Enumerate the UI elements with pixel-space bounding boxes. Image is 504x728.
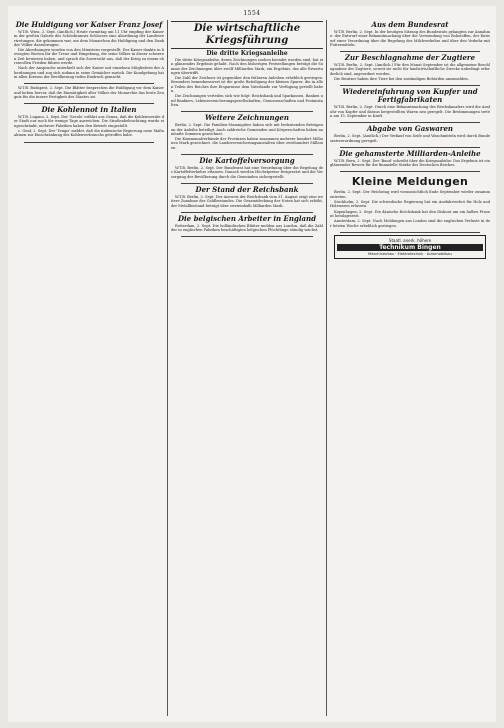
article-divider bbox=[181, 111, 313, 112]
article-headline: Die wirtschaftliche Kriegsführung bbox=[171, 21, 323, 49]
column-right bbox=[330, 20, 490, 716]
article-headline: Wiedereinfuhrung von Kupfer und Fertigfabrikaten bbox=[342, 87, 478, 105]
article-paragraph: Die Besitzer haben ihre Tiere bei den zuständigen Behörden anzumelden. bbox=[334, 77, 469, 82]
article-paragraph: Berlin, 2. Sept. Der Reichstag wird voraussichtlich Ende September wieder zusammentreten. bbox=[330, 190, 490, 199]
article bbox=[171, 186, 323, 208]
article bbox=[171, 215, 323, 233]
article bbox=[330, 88, 490, 118]
article-headline: Die Huldigung vor Kaiser Franz Josef bbox=[15, 20, 163, 29]
article-paragraph: Die Zahl der Zeichner ist gegenüber den früheren Anleihen erheblich gestiegen. Besonders bemerkenswert ist die große Beteiligung der kleinen Sparer, die in allen Teilen des Reiches ihre Ersparnisse dem Vaterlande zur Verfügung gestellt haben. bbox=[171, 76, 323, 94]
article-headline: Weitere Zeichnungen bbox=[205, 113, 289, 123]
article bbox=[14, 106, 164, 137]
article-paragraph: Nach der Ansprache unterhielt sich der Kaiser mit einzelnen Mitgliedern der Abordnungen und zog sich sodann in seine Gemächer zurück. Die Kundgebung hat in allen Kreisen der Bevölkerung tiefen Eindruck gemacht. bbox=[14, 66, 164, 79]
article-paragraph: W.T.B. Bern, 2. Sept. Der 'Bund' schreibt über die Kriegsanleihe: Das Ergebnis ist ein glänzender Beweis für die finanzielle Stärke des Deutschen Reiches. bbox=[330, 158, 490, 168]
article-paragraph: W.T.B. Berlin, 2. Sept. (Amtlich.) Für den Monat September ist die allgemeine Beschlagnahme der Zugtiere, soweit sie nicht für landwirtschaftliche Zwecke unbedingt erforderlich sind, angeordnet worden. bbox=[330, 63, 490, 76]
newspaper-page bbox=[8, 6, 496, 722]
column-middle bbox=[171, 20, 323, 716]
ad-line1: Staatl. anerk. höhere bbox=[388, 237, 432, 243]
article-paragraph: Amsterdam, 2. Sept. Nach Meldungen aus London sind die englischen Verluste in der letzten Woche erheblich gestiegen. bbox=[330, 219, 490, 228]
article-paragraph: W.T.B. Wien, 2. Sept. (Amtlich.) Heute vormittag um 11 Uhr empfing der Kaiser in der großen Galerie des Schönbrunner Schlosses eine Abordnung der Landesvertretungen, die gekommen war, um dem Monarchen die Huldigung und den Dank der Völker darzubringen. bbox=[14, 30, 164, 47]
article-headline: Aus dem Bundesrat bbox=[371, 20, 449, 29]
article bbox=[330, 125, 490, 143]
ad-line3: Maschinenbau · Elektrotechnik · Automobilbau bbox=[368, 251, 452, 256]
column-left bbox=[14, 20, 164, 716]
article-divider bbox=[24, 83, 154, 84]
article-divider bbox=[340, 122, 480, 123]
article bbox=[330, 54, 490, 81]
article bbox=[14, 21, 164, 79]
article-paragraph: Die Zeichnungen verteilen sich wie folgt: Reichsbank und Sparkassen, Banken und Bankiers, Lebensversicherungsgesellschaften, Genossenschaften und Postanstalten. bbox=[171, 94, 323, 107]
article-paragraph: c. Genf, 2. Sept. Der 'Temps' meldet, daß die italienische Regierung neue Maßnahmen zur Einschränkung des Kohlenverbrauchs getroffen habe. bbox=[14, 129, 164, 138]
article-paragraph: W.T.B. Berlin, 2. Sept. In der heutigen Sitzung des Bundesrats gelangten zur Annahme: der Entwurf einer Bekanntmachung über die Verwendung von Rohstoffen, der Entwurf einer Verordnung über die Regelung des Milchverkehrs und über den Verkehr mit Futtermitteln. bbox=[330, 30, 490, 47]
article bbox=[171, 157, 323, 179]
article-headline: Zur Beschlagnahme der Zugtiere bbox=[344, 53, 476, 63]
article-paragraph: Stockholm, 2. Sept. Die schwedische Regierung hat ein Ausfuhrverbot für Holz und Holzwaren erlassen. bbox=[330, 200, 490, 209]
article-paragraph: W.T.B. Lugano, 2. Sept. Der 'Secolo' erfährt aus Genua, daß die Kohlenvorräte der Stadt nur noch für wenige Tage ausreichen. Die Straßenbeleuchtung wurde eingeschränkt, mehrere Fabriken haben den Betrieb eingestellt. bbox=[14, 115, 164, 128]
article-paragraph: W.T.B. Berlin, 2. Sept. Durch eine Bekanntmachung des Reichskanzlers wird die Ausfuhr von Kupfer und daraus hergestellten Waren neu geregelt. Die Bestimmungen treten am 15. September in Kraft. bbox=[330, 105, 490, 118]
article-divider bbox=[340, 171, 480, 172]
article bbox=[330, 175, 490, 227]
article-divider bbox=[24, 142, 154, 143]
article-divider bbox=[340, 147, 480, 148]
article-paragraph: Rotterdam, 2. Sept. Die holländischen Blätter melden aus London, daß die Zahl der in englischen Fabriken beschäftigten belgischen Flüchtlinge ständig wächst. bbox=[171, 223, 323, 233]
column-rule bbox=[326, 20, 327, 716]
article-headline: Die gehamsterte Milliarden-Anleihe bbox=[339, 148, 481, 158]
article-headline: Die Kohlennot in Italien bbox=[41, 105, 137, 115]
article-headline: Abgabe von Gaswaren bbox=[366, 124, 454, 134]
article-paragraph: Die dritte Kriegsanleihe, deren Zeichnungen soeben beendet worden sind, hat ein glänzendes Ergebnis gehabt. Nach den bisherigen Feststellungen beträgt die Summe der Zeichnungen über zwölf Milliarden Mark, ein Ergebnis, das alle Erwartungen übertrifft. bbox=[171, 58, 323, 75]
article-paragraph: Berlin, 2. Sept. Die Familien-Stammgüter haben sich mit bedeutenden Beträgen an der Anleihe beteiligt. Auch zahlreiche Gemeinden und Körperschaften haben namhafte Summen gezeichnet. bbox=[171, 123, 323, 136]
article-paragraph: Berlin, 2. Sept. (Amtlich.) Der Verkauf von Seife und Waschmitteln wird durch Bundesratsverordnung geregelt. bbox=[330, 134, 490, 143]
section-title: Kleine Meldungen bbox=[351, 175, 469, 189]
article-paragraph: Die Abordnungen wurden von den Ministern vorgestellt. Der Kaiser dankte in bewegten Worten für die Treue und Hingebung, die seine Völker in dieser schweren Zeit bewiesen haben, und sprach die Zuversicht aus, daß der Krieg zu einem ehrenvollen Frieden führen werde. bbox=[14, 48, 164, 66]
article-paragraph: Die Kommunalverbände der Provinzen haben zusammen mehrere hundert Millionen Mark gezeichnet, die Landesversicherungsanstalten über zweihundert Millionen. bbox=[171, 137, 323, 150]
article-headline: Der Stand der Reichsbank bbox=[195, 184, 299, 194]
article-divider bbox=[181, 212, 313, 213]
article-divider bbox=[181, 154, 313, 155]
article-paragraph: Kopenhagen, 2. Sept. Die dänische Reichsbank hat den Diskont um ein halbes Prozent herabgesetzt. bbox=[330, 209, 490, 218]
article bbox=[14, 86, 164, 99]
article-headline: Die belgischen Arbeiter in England bbox=[177, 213, 317, 223]
article-divider bbox=[340, 232, 480, 233]
article bbox=[171, 114, 323, 150]
article-divider bbox=[181, 236, 313, 237]
page-number: 1554 bbox=[243, 10, 261, 17]
article-divider bbox=[340, 85, 480, 86]
article-divider bbox=[24, 103, 154, 104]
article-divider bbox=[181, 183, 313, 184]
advertisement bbox=[334, 235, 486, 259]
column-rule bbox=[167, 20, 168, 716]
article-paragraph: W.T.B. Berlin, 2. Sept. Der Ausweis der Reichsbank vom 31. August zeigt eine weitere Zunahme des Goldbestandes. Die Gesamtdeckung der Noten hat sich erhöht, der Metallbestand beträgt über zweieinhalb Milliarden Mark. bbox=[171, 194, 323, 208]
ad-line2: Technikum Bingen bbox=[337, 244, 483, 251]
article bbox=[330, 150, 490, 168]
article-paragraph: W.T.B. Budapest, 2. Sept. Die Blätter besprechen die Huldigung vor dem Kaiser und heben hervor, daß die Einmütigkeit aller Völker der Monarchie das beste Zeugnis für die innere Festigkeit des Staates sei. bbox=[14, 86, 164, 99]
article-paragraph: W.T.B. Berlin, 2. Sept. Der Bundesrat hat eine Verordnung über die Regelung des Kartoffelverkehrs erlassen. Danach werden Höchstpreise festgesetzt und die Versorgung der Bevölkerung durch die Gemeinden sichergestellt. bbox=[171, 166, 323, 179]
article bbox=[171, 21, 323, 107]
article-subheadline: Die dritte Kriegsanleihe bbox=[206, 50, 288, 57]
article-divider bbox=[340, 51, 480, 52]
article-headline: Die Kartoffelversorgung bbox=[199, 156, 295, 166]
article bbox=[330, 21, 490, 47]
